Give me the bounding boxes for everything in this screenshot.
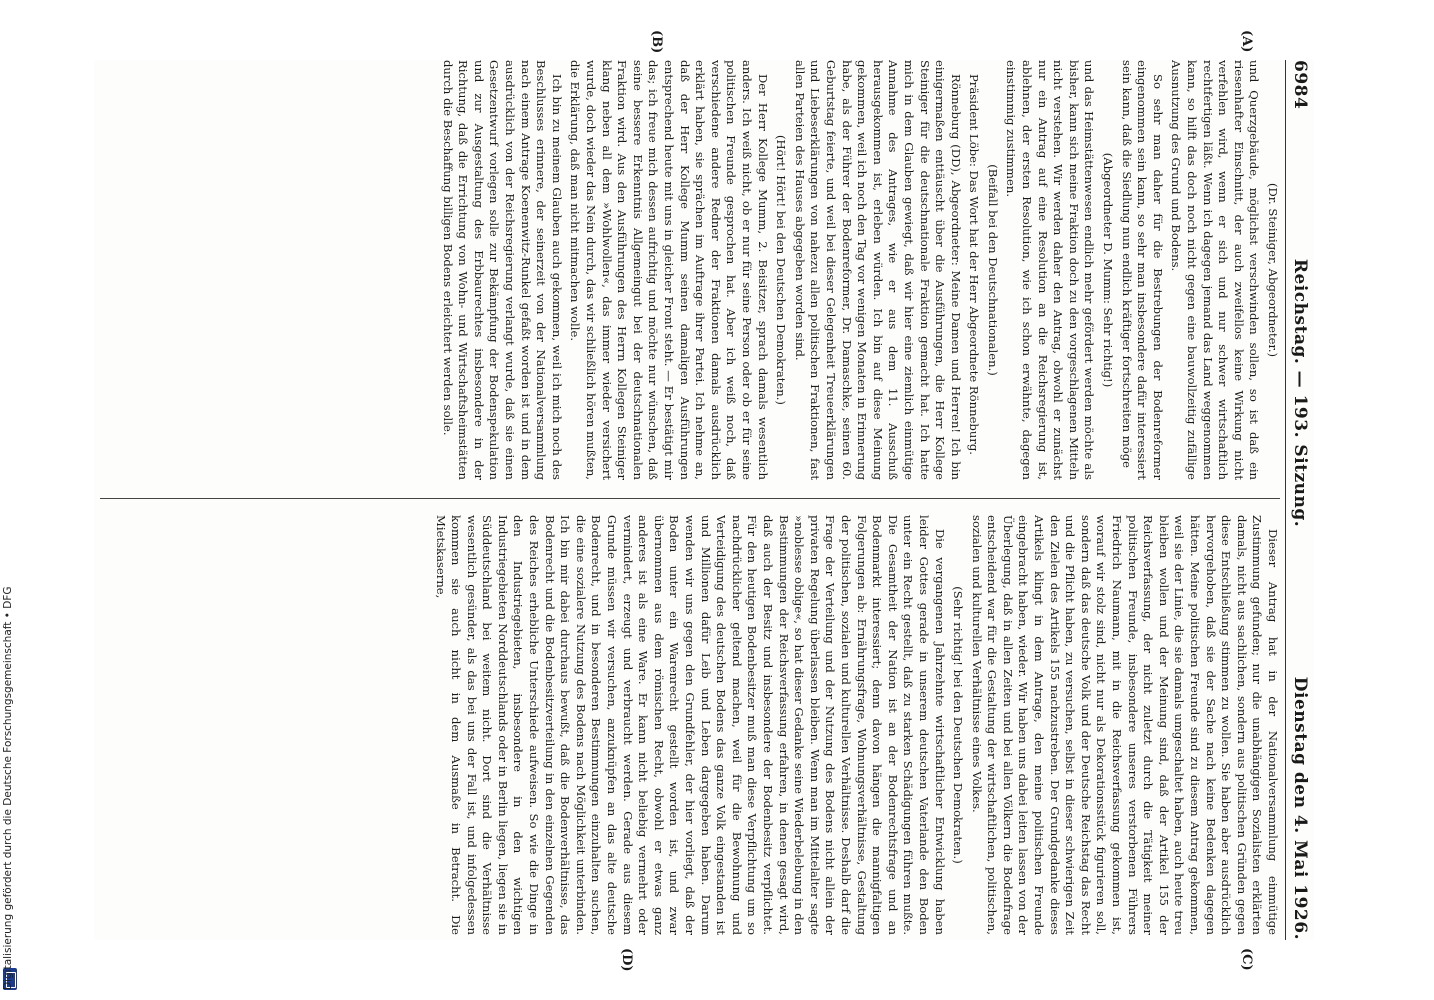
interjection: (Sehr richtig! bei den Deutschen Demokraten.) xyxy=(951,586,966,864)
president-remark: Präsident Löbe: Das Wort hat der Herr Abgeordnete Rönneburg. xyxy=(967,74,982,455)
column-divider xyxy=(100,498,1280,499)
paragraph: Der Herr Kollege Mumm, 2. Beisitzer, sprach damals wesentlich anders. Ich weiß nicht, ob er nur für seine Person oder ob er für seine politischen Freunde gesprochen hat. Aber ich weiß noch, daß verschiedene andere Redner der Fraktionen damals ausdrücklich erklärt haben, sie sprächen im Auftrage ihrer Partei. Ich nehme an, daß der Herr Kollege Mumm seinen damaligen Ausführungen entsprechend heute mit uns in gleicher Front steht. — Er bestätigt mir das; ich freue mich dessen aufrichtig und möchte nur wünschen, daß seine bessere Erkenntnis Allgemeingut bei der deutschnationalen Fraktion wird. Aus den Ausführungen des Herrn Kollegen Steiniger klang neben all dem »Wohlwollen«, das immer wieder versichert wurde, doch wieder das Nein durch, das wir schließlich hören mußten, die Erklärung, daß man nicht mitmachen wolle. xyxy=(568,60,770,480)
digitization-credit-text: Digitalisierung gefördert durch die Deutsche Forschungsgemeinschaft • DFG xyxy=(2,586,14,990)
paragraph: Ich bin zu meinem Glauben auch gekommen, weil ich mich noch des Beschlusses erinnere, der seinerzeit von der Nationalversammlung nach einem Antrage Koenenwitz-Runkel gefaßt worden ist und in dem ausdrücklich von der Reichsregierung verlangt wurde, daß sie einen Gesetzentwurf vorlegen solle zur Bekämpfung der Bodenspekulation und zur Ausgestaltung des Erbbaurechtes insbesondere in der Richtung, daß die Errichtung von Wohn- und Wirtschaftsheimstätten durch die Beschaffung billigen Bodens erleichtert werden solle. xyxy=(440,60,564,480)
paragraph: und Querzgebäude, möglichst verschwinden sollen, so ist daß ein riesenhafter Einschnitt, der auch zweifellos keine Wirkung nicht verfehlen wird, wenn er sich und nur schwer wirtschaftlich rechtfertigen läßt. Wenn ich dagegen jemand das Land weggenommen kann, so hilft das doch noch nicht gegen eine bauwollzeitig zufällige Ausnutzung des Grund und Bodens. xyxy=(1169,60,1262,480)
page-number: 6984 xyxy=(1290,60,1310,110)
interjection: (Abgeordneter D. Mumm: Sehr richtig!) xyxy=(1101,152,1116,388)
left-column xyxy=(100,60,1280,480)
page-header xyxy=(1285,60,1314,940)
margin-marker-c: (C) xyxy=(1239,948,1254,971)
speech-opening: Rönneburg (DD), Abgeordneter: Meine Damen und Herren! Ich bin einigermaßen enttäuscht über die Ausführungen, die Herr Kollege Steiniger für die deutschnationale Fraktion gemacht hat. Ich hatte mich in dem Glauben gewiegt, daß wir hier eine ziemlich einmütige Annahme des Antrages, wie er aus dem 11. Ausschuß herausgekommen ist, erleben würden. Ich bin auf diese Meinung gekommen, weil ich noch den Tag vor wenigen Monaten in Erinnerung habe, als der Führer der Bodenreformer, Dr. Damaschke, seinen 60. Geburtstag feierte, und weil bei dieser Gelegenheit Treueerklärungen und Liebeserklärungen von nahezu allen politischen Fraktionen, fast allen Parteien des Hauses abgegeben worden sind. xyxy=(792,60,963,480)
speaker-continuation: (Dr. Steiniger, Abgeordneter.) xyxy=(1266,182,1280,358)
paragraph: Dieser Antrag hat in der Nationalversammlung einmütige Zustimmung gefunden; nur die unabhängigen Sozialisten erklärten damals, nicht aus sachlichen, sondern aus politischen Gründen gegen diese Entschließung stimmen zu wollen. Sie haben aber ausdrücklich hervorgehoben, daß sie der Sache nach keine Bedenken dagegen hätten. Meine politischen Freunde sind zu diesem Antrag gekommen, weil sie der Linie, die sie damals umgeschaltet haben, auch heute treu bleiben wollen und der Meinung sind, daß der Artikel 155 der Reichsverfassung, der nicht zuletzt durch die Tätigkeit meiner politischen Freunde, insbesondere unseres verstorbenen Führers Friedrich Naumann, mit in die Reichsverfassung gekommen ist, worauf wir stolz sind, nicht nur als Dekorationsstück figurieren soll, sondern daß das deutsche Volk und der Deutsche Reichstag das Recht und die Pflicht haben, zu versuchen, selbst in dieser schwierigen Zeit den Zielen des Artikels 155 nachzustreben. Der Grundgedanke dieses Artikels klingt in dem Antrage, den meine politischen Freunde eingebracht haben, wieder. Wir haben uns dabei leiten lassen von der Überlegung, daß in allen Zeiten und bei allen Völkern die Bodenfrage entscheidend war für die Gestaltung der wirtschaftlichen, politischen, sozialen und kulturellen Verhältnisse eines Volkes. xyxy=(969,515,1280,935)
margin-marker-a: (A) xyxy=(1239,30,1254,53)
interjection: (Hört! Hört! bei den Deutschen Demokraten.) xyxy=(774,135,789,405)
header-title: Reichstag. — 193. Sitzung. xyxy=(1290,258,1310,528)
paragraph: und das Heimstättenwesen endlich mehr gefördert werden möchte als bisher, kann sich meine Fraktion doch zu den vorgeschlagenen Mitteln nicht verstehen. Wir werden daher den Antrag, obwohl er zunächst nur ein Antrag auf eine Resolution an die Reichsregierung ist, ablehnen, der ersten Resolution, wie ich schon erwähnte, dagegen einstimmig zustimmen. xyxy=(1004,60,1097,480)
header-date: Dienstag den 4. Mai 1926. xyxy=(1290,676,1310,940)
interjection: (Beifall bei den Deutschnationalen.) xyxy=(985,164,1000,376)
paragraph: Die vergangenen Jahrzehnte wirtschaftlicher Entwicklung haben leider Gottes gerade in unserem deutschen Vaterlande den Boden unter ein Recht gestellt, daß zu starken Schädigungen führen mußte. Die Gesamtheit der Nation ist an der Bodenrechtsfrage und an Bodenmarkt interessiert; denn davon hängen die mannigfaltigen Folgerungen ab: Ernährungsfrage, Wohnungsverhältnisse, Gestaltung der politischen, sozialen und kulturellen Verhältnisse. Deshalb darf die Frage der Verteilung und der Nutzung des Bodens nicht allein der privaten Regelung überlassen bleiben. Wenn man im Mittelalter sagte »noblesse oblige«, so hat dieser Gedanke seine Wiederbelebung in den Bestimmungen der Reichsverfassung erfahren, in denen gesagt wird, daß auch der Besitz und insbesondere der Bodenbesitz verpflichtet. Für den heutigen Bodenbesitzer muß man diese Verpflichtung um so nachdrücklicher geltend machen, weil für die Bewohnung und Verteidigung des deutschen Bodens das ganze Volk eingestanden ist und Millionen dafür Leib und Leben dargegeben haben. Darum wenden wir uns gegen den Grundfehler, der hier vorliegt, daß der Boden unter ein Warenrecht gestellt worden ist, und zwar übernommen aus dem römischen Recht, obwohl er etwas ganz anderes ist als eine Ware. Er kann nicht beliebig vermehrt oder vermindert, erzeugt und verbraucht werden. Gerade aus diesem Grunde müssen wir versuchen, anzuknüpfen an das alte deutsche Bodenrecht, und in besonderen Bestimmungen einzuhalten suchen, die eine sozialere Nutzung des Bodens nach Möglichkeit unterbinden. Ich bin mir dabei durchaus bewußt, daß die Bodenverhältnisse, das Bodenrecht und die Bodenbesitzverteilung in den einzelnen Gegenden des Reiches erhebliche Unterschiede aufweisen. So wie die Dinge in den Industriegebieten, insbesondere in den wichtigen Industriegebieten Norddeutschlands oder in Berlin liegen, liegen sie in Süddeutschland bei weitem nicht. Dort sind die Verhältnisse wesentlich gesünder, als das bei uns der Fall ist, und infolgedessen kommen sie auch nicht in dem Ausmaße in Betracht. Die Mietskaserne, xyxy=(433,515,947,935)
margin-marker-b: (B) xyxy=(649,30,664,54)
paragraph: So sehr man daher für die Bestrebungen der Bodenreformer eingenommen sein kann, so sehr man insbesondere dafür interessiert sein kann, daß die Siedlung nun endlich kräftiger fortschreiten möge xyxy=(1119,60,1165,480)
margin-marker-d: (D) xyxy=(619,948,634,972)
document-sheet xyxy=(94,30,1314,972)
right-column xyxy=(100,515,1280,935)
